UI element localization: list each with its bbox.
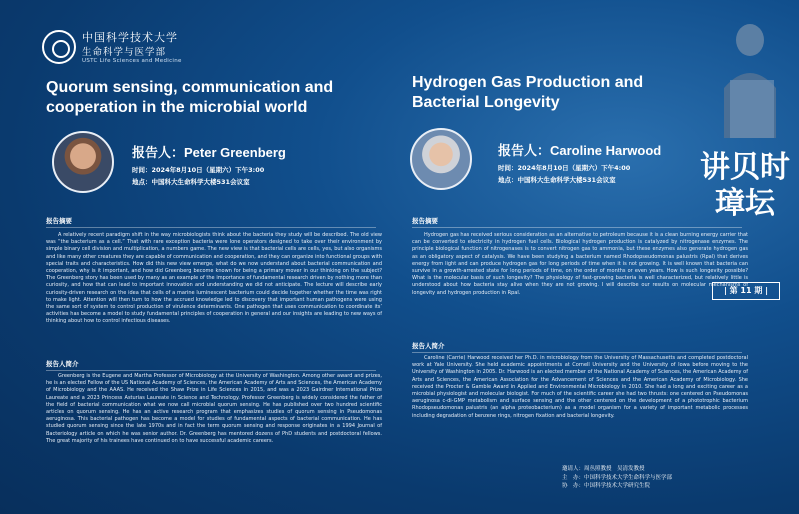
ustc-emblem-icon (42, 30, 76, 64)
speaker2-photo (410, 128, 472, 190)
talk1-info (132, 164, 264, 188)
co-organizer: 协 办：中国科学技术大学研究生院 (562, 483, 651, 489)
talk1-bio: Greenberg is the Eugene and Martha Professor of Microbiology at the University of Washington. Among other award and prizes, he is an elected Fellow of the US National Academy of Sciences, the American Academy of Arts and Sciences, the American Academy of Microbiology and the AAAS. He received the Shaw Prize in Life Sciences in 2015, and was a 2023 Gairdner International Prize Laureate and a 2023 Princess Asturias Laureate in Science and Technology. Professor Greenberg is widely considered the father of the field of bacterial communication what we now call microbial quorum sensing. He has published over two hundred scientific articles on quorum sensing. He has an active research program that emphasizes studies of quorum sensing in Pseudomonas aeruginosa. This bacterial pathogen has become a model for studies of fundamental aspects of bacterial communication. He has studied quorum sensing since the late 1970s and in fact the term quorum sensing and response originates in a 1994 Journal of Bacteriology article on which he was senior author. Dr. Greenberg has mentored dozens of PhD students and postdoctoral fellows. The great majority of his trainees have continued on to have successful academic careers. (46, 373, 382, 444)
university-name: 中国科学技术大学 (82, 31, 178, 44)
talk2-place: 地点：中国科大生命科学大楼531会议室 (498, 176, 616, 184)
speaker1-photo (52, 131, 114, 193)
talk2-title: Hydrogen Gas Production and Bacterial Longevity (412, 74, 644, 111)
ustc-logo (42, 26, 192, 70)
inviter: 邀请人：周丛照教授 吴清发教授 (562, 466, 645, 472)
talk1-bio-label: 报告人简介 (46, 359, 376, 371)
organizer-info (562, 465, 672, 491)
talk1-time: 时间：2024年8月10日（星期六）下午3:00 (132, 166, 265, 174)
talk2-bio-label: 报告人简介 (412, 341, 742, 353)
talk2-abstract-label: 报告摘要 (412, 216, 742, 228)
speaker2-name: 报告人：Caroline Harwood (498, 143, 662, 158)
speaker1-name: 报告人：Peter Greenberg (132, 145, 286, 160)
talk2-time: 时间：2024年8月10日（星期六）下午4:00 (498, 164, 631, 172)
host: 主 办：中国科学技术大学生命科学与医学部 (562, 474, 673, 481)
talk1-abstract: A relatively recent paradigm shift in the way microbiologists think about the bacteria they study will be described. The old view was “the bacterium as a cell.” That with rare exception bacteria were lone operators designed to take over their environment by simple binary cell division and multiplication, a numbers game. The new view is that bacterial cells are cells, yes, but also organisms and like many other creatures they are capable of communication and cooperation, and they can organize into functional groups with special traits and characteristics. How did this new view emerge, what do we now understand about bacterial communication and cooperation, why is it important, and how did Greenberg become known for being a primary mover in our thinking on the subject? The Greenberg story has been used by many as an example of the importance of fundamental research driven by nothing more than curiosity, and how that can lead to important innovation and understanding we did not anticipate. The lecture will describe early curiosity-driven research on the idea that cells of a marine luminescent bacterium could decide together whether the time was right to make light. Attention will then turn to how the accrued knowledge led to discovery that important human pathogens were using the same sort of system to control production of virulence determinants. One pathogen that uses communication to coordinate its’ activities has become a model to study fundamental principles of cooperation in general and our insights are leading to new ways of thinking about how to control infectious diseases. (46, 232, 382, 325)
talk2-info (498, 162, 630, 186)
statue-icon (704, 18, 784, 138)
school-name: 生命科学与医学部 (82, 47, 167, 58)
talk1-abstract-label: 报告摘要 (46, 216, 376, 228)
school-name-en: USTC Life Sciences and Medicine (82, 58, 182, 64)
talk2-bio: Caroline (Carrie) Harwood received her Ph.D. in microbiology from the University of Massachusetts and completed postdoctoral work at Yale University. She held academic appointments at Cornell University and the University of Iowa before moving to the University of Washington in 2005. Dr. Harwood is an elected member of the National Academy of Sciences, the American Academy of Arts and Sciences, the American Association for the Advancement of Sciences and the American Academy of Microbiology. She received the Procter & Gamble Award in Applied and Environmental Microbiology in 2010. She had a long and exciting career as a microbial physiologist and molecular biologist. For much of the scientific career she had two thrusts: one centered on Pseudomonas aeruginosa c-di-GMP metabolism and surface sensing and the other centered on the development of a phototrophic bacterium Rhodopseudomonas palustris (an alpha proteobacterium) as a model organism for a variety of important metabolic processes including degradation of benzene rings, nitrogen fixation and bacterial longevity. (412, 355, 748, 419)
talk1-place: 地点：中国科大生命科学大楼531会议室 (132, 178, 250, 186)
lecture-series-name: 讲贝时璋坛 (700, 150, 790, 221)
issue-badge: | 第 11 期 | (712, 282, 780, 300)
talk1-title: Quorum sensing, communication and cooperation in the microbial world (46, 79, 334, 116)
talk2-abstract: Hydrogen gas has received serious consideration as an alternative to petroleum because it is a clean burning energy carrier that can be converted to electricity in hydrogen fuel cells. Biological hydrogen production is catalyzed by nitrogenase enzymes. The principle biological function of nitrogenases is to convert nitrogen gas to ammonia, but these enzymes also generate hydrogen gas as an obligatory aspect of catalysis. We have been studying a bacterium named Rhodopseudomonas palustris (Rpal) that derives energy from light and can produce hydrogen gas for long periods of time when it is not growing. It is well known that bacteria can survive in a growth-arrested state for long periods of time, on the order of months or even years. How is such longevity possible? What is the molecular basis of such longevity? The physiology of fast-growing bacteria is well characterized, but relatively little is understood about how bacteria stay alive when they are not growing. I will describe our results on molecular mechanisms of longevity and hydrogen production in Rpal. (412, 232, 748, 296)
